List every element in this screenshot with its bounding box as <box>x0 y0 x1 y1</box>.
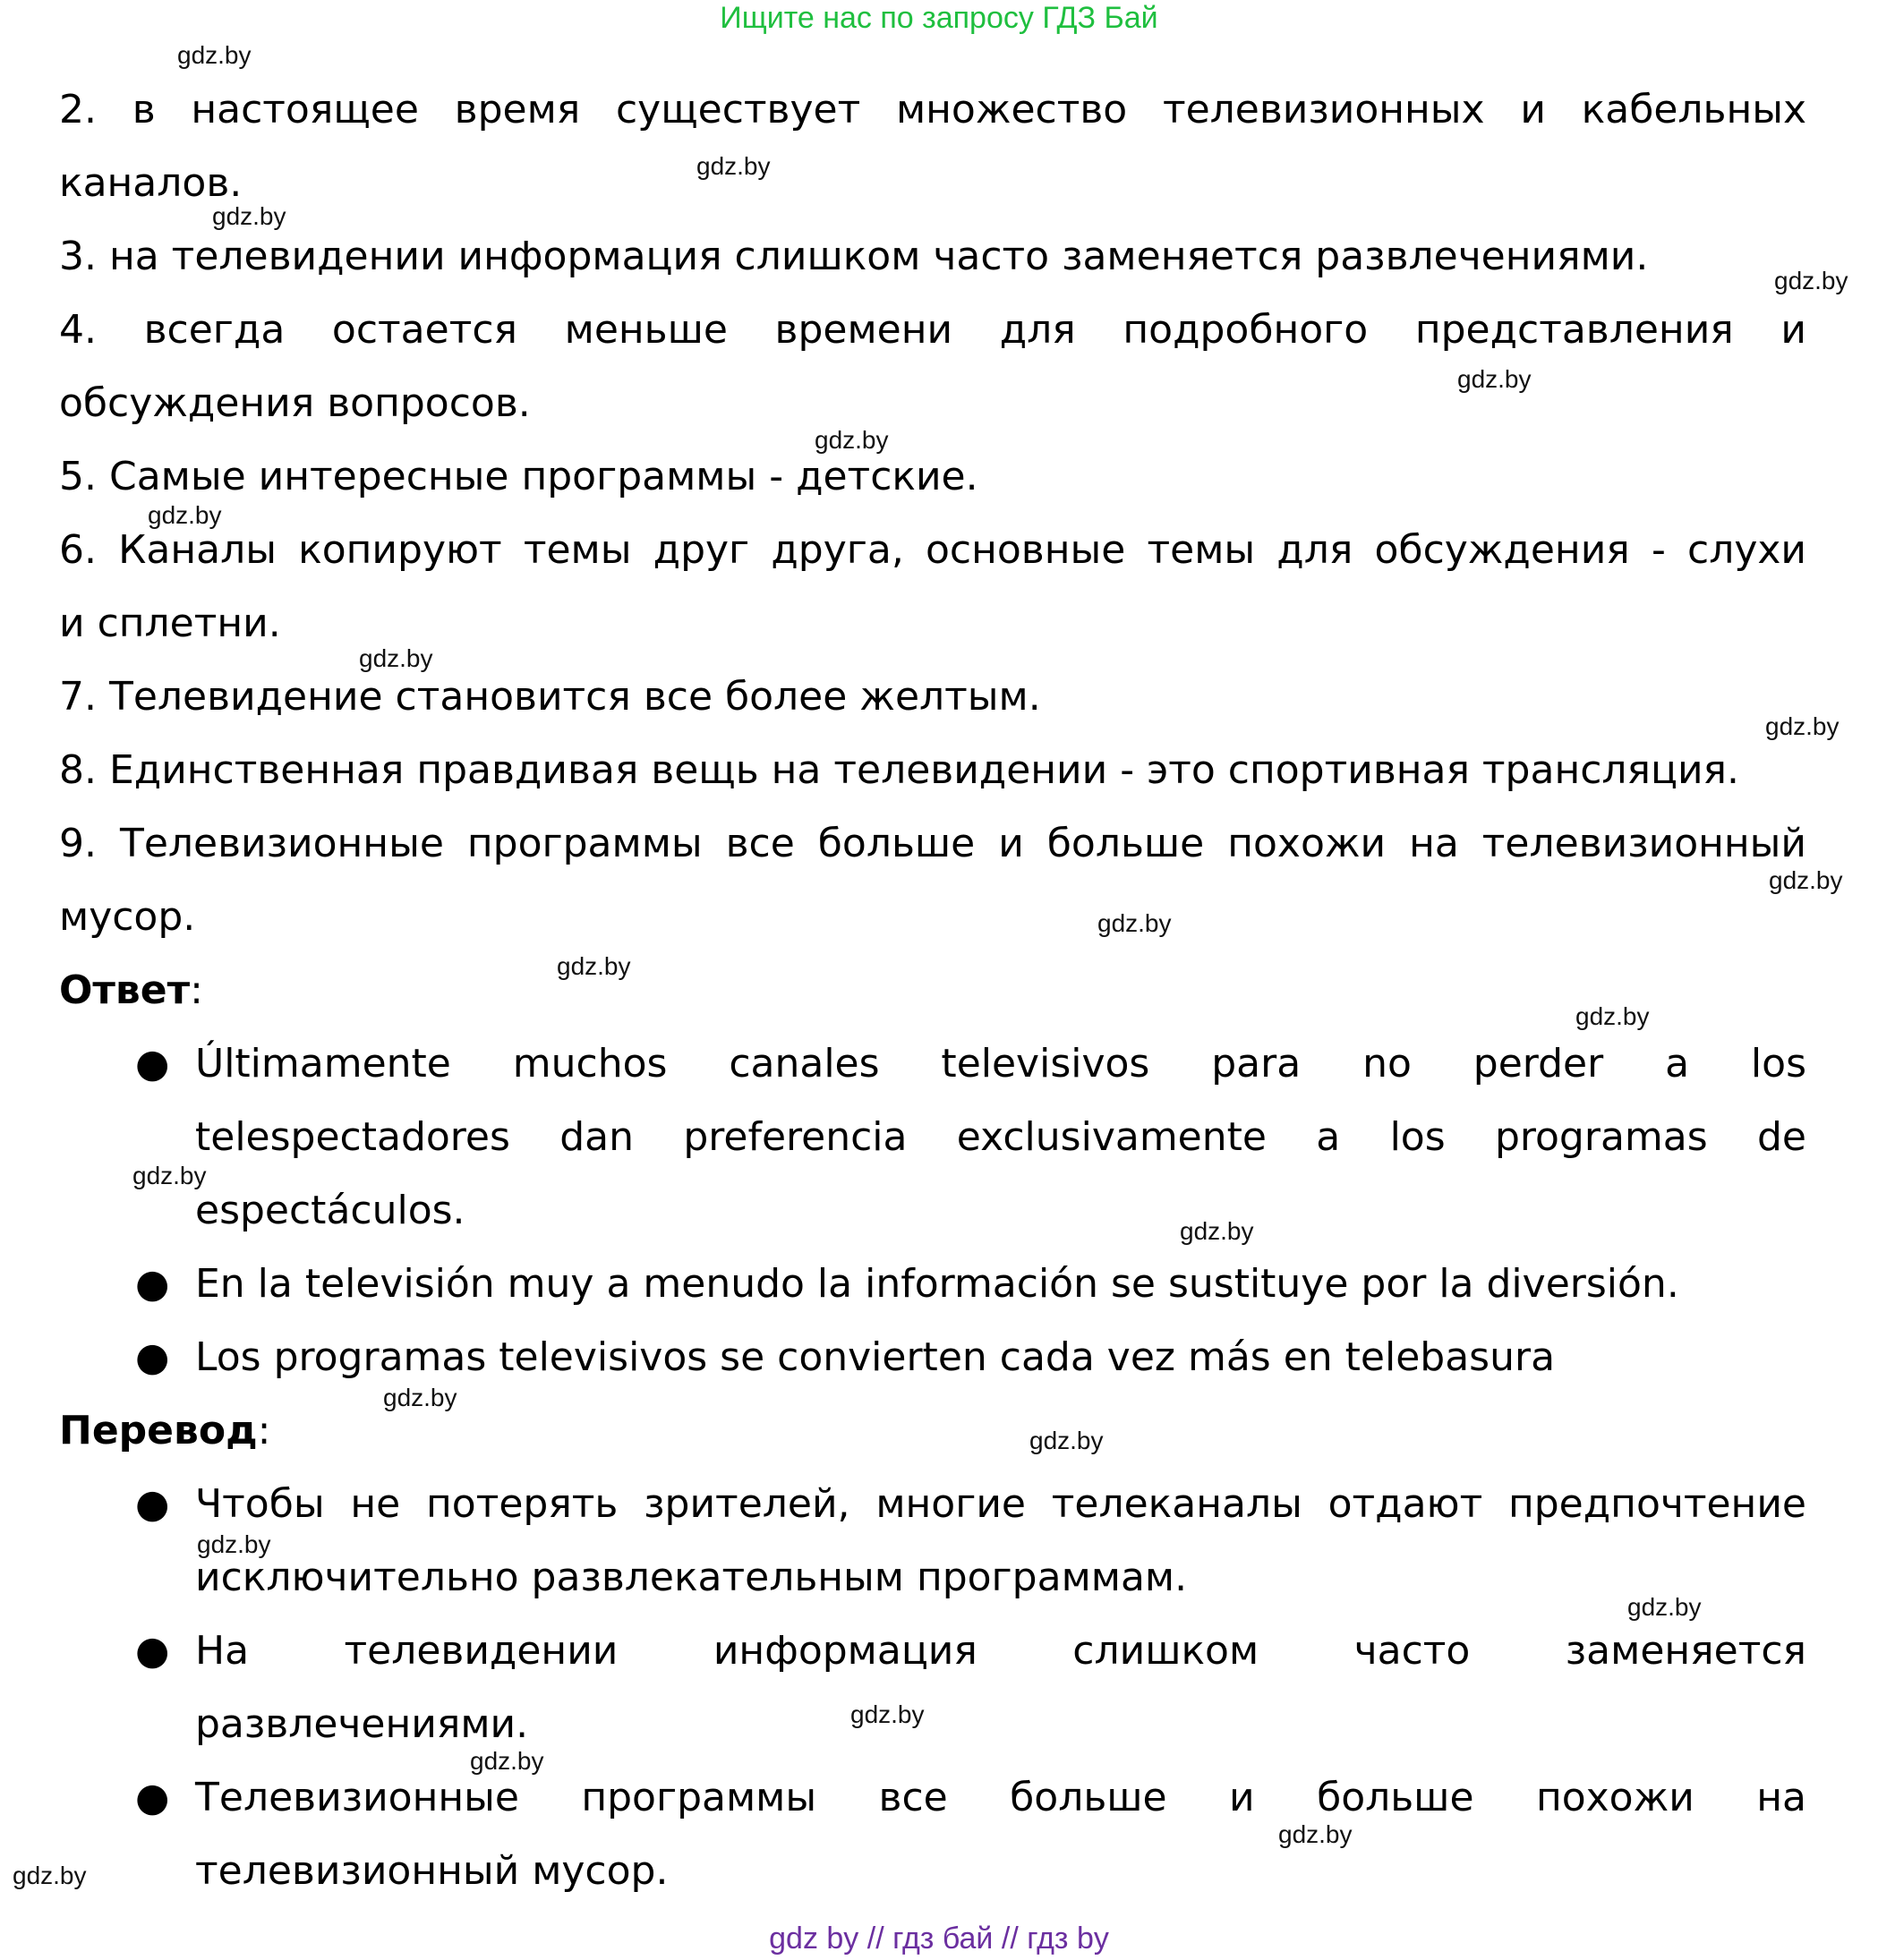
translation-list <box>59 1468 1806 1908</box>
watermark: gdz.by <box>1180 1217 1254 1245</box>
header-search-hint: Ищите нас по запросу ГДЗ Бай <box>720 1 1158 35</box>
translation-item-2 <box>59 1615 1806 1761</box>
translation-item-2-line-2: развлечениями. <box>195 1701 529 1747</box>
watermark: gdz.by <box>815 426 889 454</box>
question-5-line-1: 5. Самые интересные программы - детские. <box>59 454 978 499</box>
translation-item-1 <box>59 1468 1806 1615</box>
translation-item-3 <box>59 1761 1806 1908</box>
watermark: gdz.by <box>197 1530 271 1558</box>
question-4-line-1: 4. всегда остается меньше времени для подробного представления и <box>59 307 1806 353</box>
question-list <box>59 73 1806 954</box>
answer-item-1-line-1: Últimamente muchos canales televisivos para no perder a los <box>195 1041 1806 1087</box>
question-6-line-2: и сплетни. <box>59 601 281 646</box>
footer-site-links: gdz by // гдз бай // гдз by <box>769 1922 1109 1956</box>
question-3-line-1: 3. на телевидении информация слишком часто заменяется развлечениями. <box>59 234 1649 279</box>
watermark: gdz.by <box>696 152 771 180</box>
watermark: gdz.by <box>1774 267 1848 294</box>
watermark: gdz.by <box>383 1384 457 1411</box>
answer-item-2 <box>59 1248 1806 1321</box>
translation-item-1-line-1: Чтобы не потерять зрителей, многие телеканалы отдают предпочтение <box>195 1481 1806 1527</box>
answer-item-1-line-3: espectáculos. <box>195 1188 465 1233</box>
answer-list <box>59 1027 1806 1394</box>
answer-item-2-line-1: En la televisión muy a menudo la información se sustituye por la diversión. <box>195 1261 1679 1307</box>
answer-item-3 <box>59 1321 1806 1394</box>
question-4-line-2: обсуждения вопросов. <box>59 380 531 426</box>
document-body <box>59 73 1806 1908</box>
bullet-icon: ● <box>135 1041 170 1087</box>
watermark: gdz.by <box>148 501 222 529</box>
translation-heading-text: Перевод <box>59 1408 258 1453</box>
watermark: gdz.by <box>1765 712 1840 740</box>
bullet-icon: ● <box>135 1628 170 1674</box>
question-2-line-2: каналов. <box>59 160 243 206</box>
translation-item-2-line-1: На телевидении информация слишком часто заменяется <box>195 1628 1806 1674</box>
watermark: gdz.by <box>1029 1427 1104 1454</box>
watermark: gdz.by <box>212 202 286 230</box>
question-9-line-2: мусор. <box>59 894 196 940</box>
watermark: gdz.by <box>557 952 631 980</box>
watermark: gdz.by <box>850 1700 925 1728</box>
translation-item-3-line-1: Телевизионные программы все больше и больше похожи на <box>195 1775 1806 1820</box>
translation-heading <box>59 1394 1806 1468</box>
answer-item-1 <box>59 1027 1806 1248</box>
question-9-line-1: 9. Телевизионные программы все больше и больше похожи на телевизионный <box>59 821 1806 866</box>
watermark: gdz.by <box>1097 909 1172 937</box>
translation-heading-colon: : <box>257 1408 271 1453</box>
watermark: gdz.by <box>359 644 433 672</box>
bullet-icon: ● <box>135 1775 170 1820</box>
answer-item-3-line-1: Los programas televisivos se convierten cada vez más en telebasura <box>195 1334 1556 1380</box>
question-8-line-1: 8. Единственная правдивая вещь на телевидении - это спортивная трансляция. <box>59 747 1740 793</box>
watermark: gdz.by <box>470 1747 544 1775</box>
translation-item-1-line-2: исключительно развлекательным программам. <box>195 1555 1188 1600</box>
bullet-icon: ● <box>135 1334 170 1380</box>
question-7-line-1: 7. Телевидение становится все более желтым. <box>59 674 1041 720</box>
watermark: gdz.by <box>177 41 252 69</box>
watermark: gdz.by <box>1278 1820 1353 1848</box>
watermark: gdz.by <box>1457 365 1532 393</box>
watermark: gdz.by <box>1769 866 1843 894</box>
question-6-line-1: 6. Каналы копируют темы друг друга, основные темы для обсуждения - слухи <box>59 527 1806 573</box>
translation-item-3-line-2: телевизионный мусор. <box>195 1848 669 1894</box>
answer-heading <box>59 954 1806 1027</box>
answer-item-1-line-2: telespectadores dan preferencia exclusivamente a los programas de <box>195 1114 1806 1160</box>
question-2-line-1: 2. в настоящее время существует множество телевизионных и кабельных <box>59 87 1806 132</box>
answer-heading-colon: : <box>190 967 203 1013</box>
answer-heading-text: Ответ <box>59 967 191 1013</box>
watermark: gdz.by <box>1627 1593 1702 1621</box>
bullet-icon: ● <box>135 1261 170 1307</box>
watermark: gdz.by <box>13 1862 87 1889</box>
watermark: gdz.by <box>1575 1002 1650 1030</box>
bullet-icon: ● <box>135 1481 170 1527</box>
watermark: gdz.by <box>132 1162 207 1189</box>
